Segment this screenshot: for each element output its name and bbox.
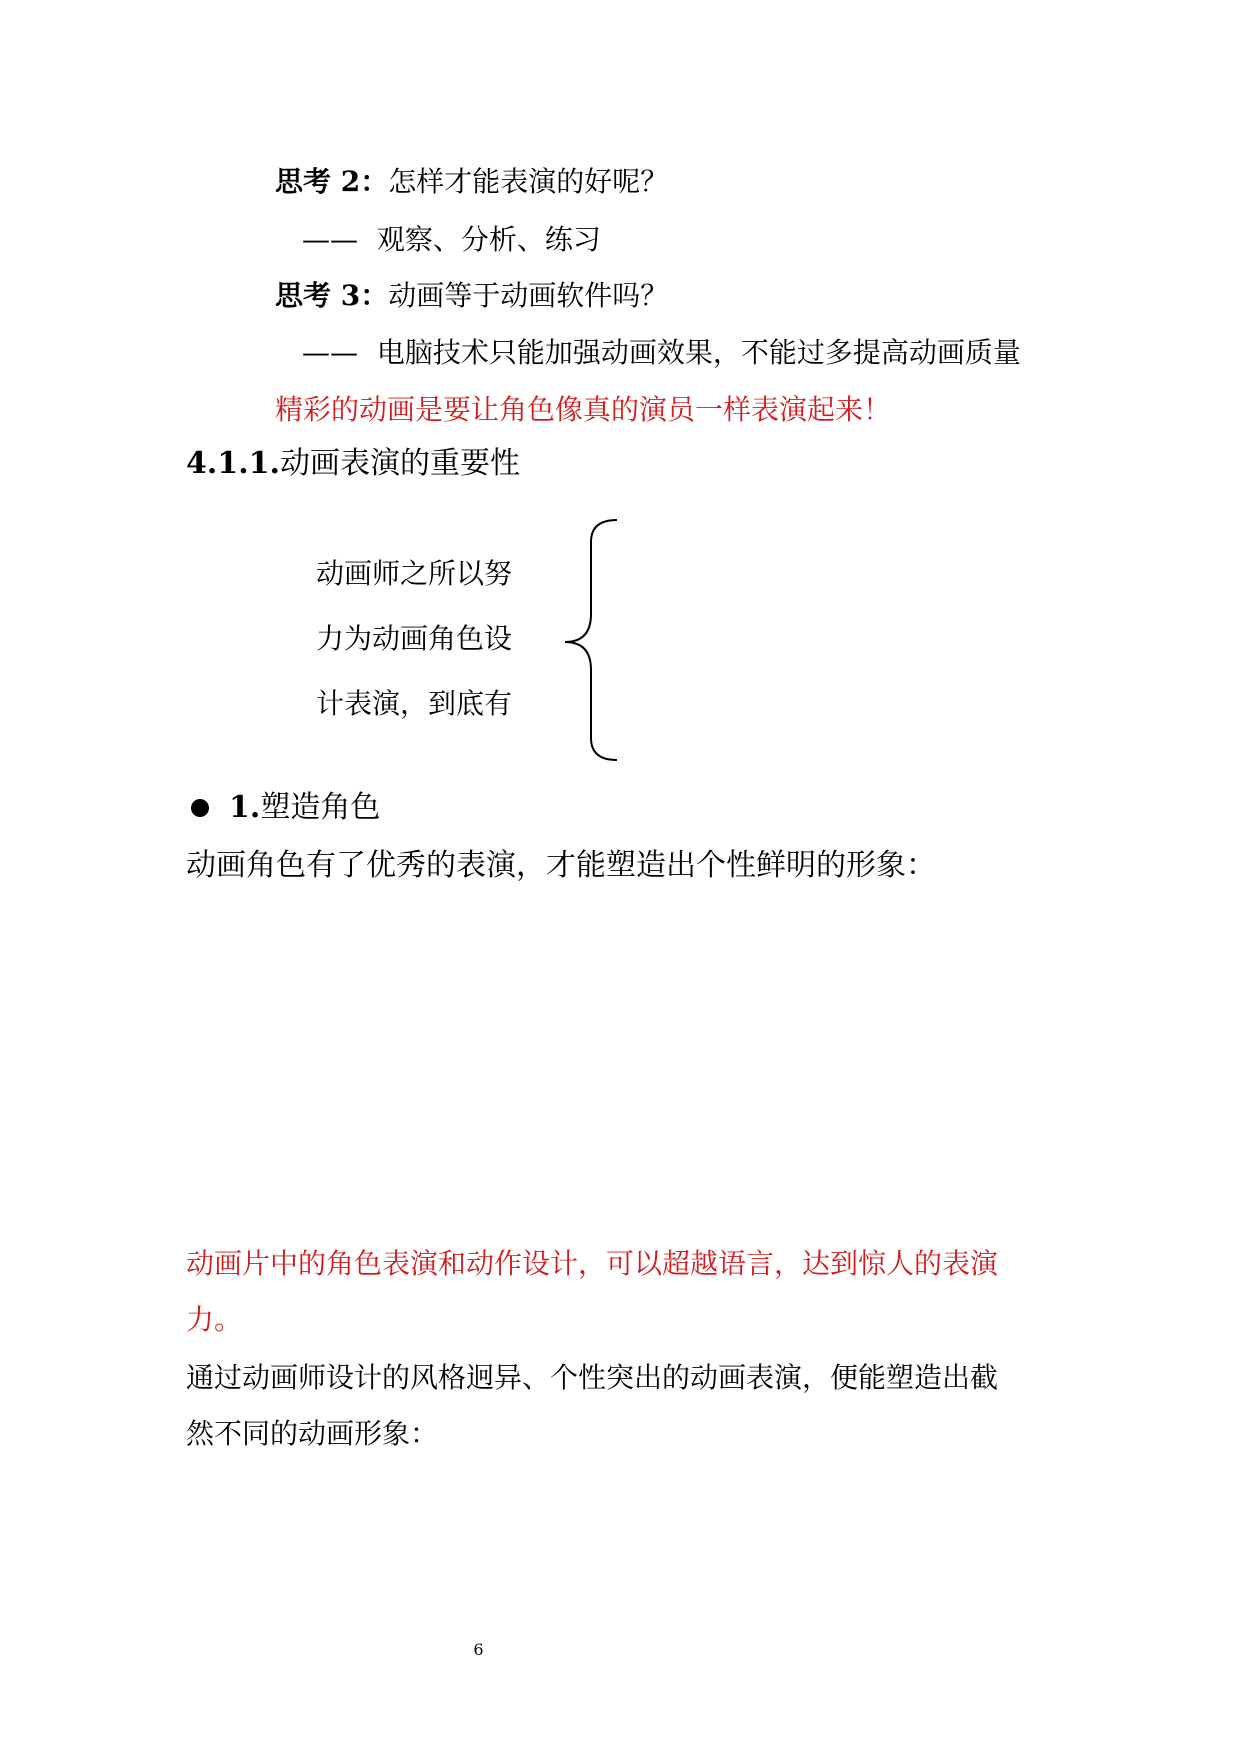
think-2-line <box>275 162 668 202</box>
think-2-prefix: 思考 2： <box>275 165 389 198</box>
think-2-question: 怎样才能表演的好呢？ <box>388 165 669 198</box>
think-3-prefix: 思考 3： <box>275 279 389 312</box>
bullet-icon <box>191 799 209 817</box>
highlight-2-line-1: 动画片中的角色表演和动作设计，可以超越语言，达到惊人的表演 <box>186 1247 999 1280</box>
section-number: 4.1.1. <box>186 446 280 481</box>
paragraph-2-line-1: 通过动画师设计的风格迥异、个性突出的动画表演，便能塑造出截 <box>186 1361 999 1394</box>
answer-3-line <box>302 333 1021 373</box>
brace-line-2: 力为动画角色设 <box>316 622 513 655</box>
highlight-1: 精彩的动画是要让角色像真的演员一样表演起来！ <box>275 393 892 426</box>
paragraph-1: 动画角色有了优秀的表演，才能塑造出个性鲜明的形象： <box>186 848 936 883</box>
section-heading <box>186 444 520 484</box>
think-3-line <box>275 276 668 316</box>
bullet-heading <box>229 788 380 828</box>
answer-3-text: 电脑技术只能加强动画效果，不能过多提高动画质量 <box>376 336 1021 369</box>
answer-2-dash: —— <box>302 223 358 256</box>
answer-3-dash: —— <box>302 336 358 369</box>
bullet-number: 1. <box>229 790 261 825</box>
answer-2-text: 观察、分析、练习 <box>376 223 601 256</box>
bullet-title: 塑造角色 <box>260 790 381 825</box>
answer-2-line <box>302 220 601 260</box>
paragraph-2-line-2: 然不同的动画形象： <box>186 1417 439 1450</box>
curly-brace-icon <box>555 518 625 763</box>
brace-line-3: 计表演，到底有 <box>316 687 513 720</box>
think-3-question: 动画等于动画软件吗？ <box>388 279 669 312</box>
section-title: 动画表演的重要性 <box>279 446 520 481</box>
highlight-2-line-2: 力。 <box>186 1303 243 1336</box>
page-number: 6 <box>473 1640 484 1659</box>
brace-line-1: 动画师之所以努 <box>316 557 513 590</box>
